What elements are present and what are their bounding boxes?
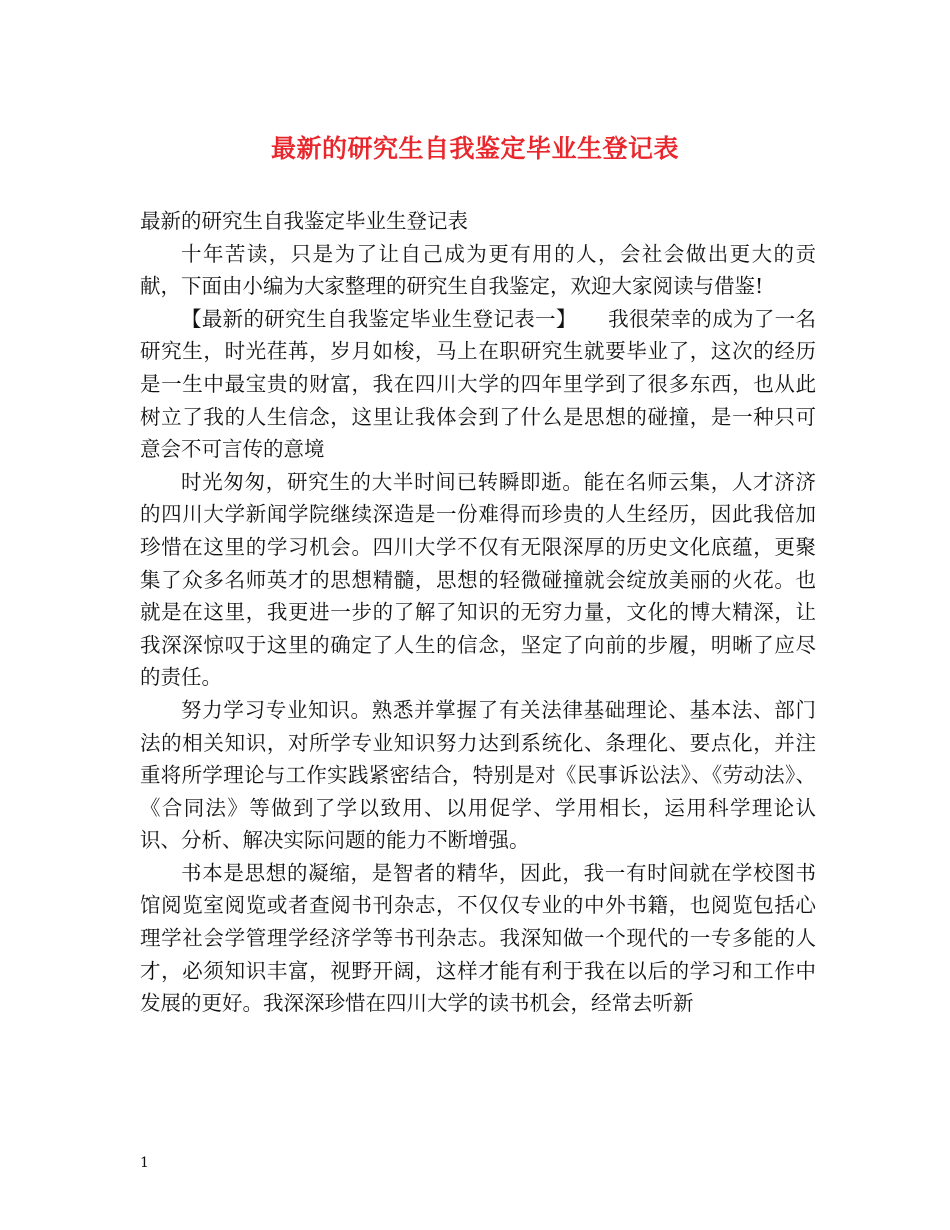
paragraph-reading: 书本是思想的凝缩，是智者的精华，因此，我一有时间就在学校图书馆阅览室阅览或者查阅书刊杂志，不仅仅专业的中外书籍，也阅览包括心理学社会学管理学经济学等书刊杂志。我深知做一个现代的一专多能的人才，必须知识丰富，视野开阔，这样才能有利于我在以后的学习和工作中发展的更好。我深深珍惜在四川大学的读书机会，经常去听新 xyxy=(140,860,816,1016)
paragraph-time: 时光匆匆，研究生的大半时间已转瞬即逝。能在名师云集，人才济济的四川大学新闻学院继续深造是一份难得而珍贵的人生经历，因此我倍加珍惜在这里的学习机会。四川大学不仅有无限深厚的历史文化底蕴，更聚集了众多名师英才的思想精髓，思想的轻微碰撞就会绽放美丽的火花。也就是在这里，我更进一步的了解了知识的无穷力量，文化的博大精深，让我深深惊叹于这里的确定了人生的信念，坚定了向前的步履，明晰了应尽的责任。 xyxy=(140,469,816,690)
document-body xyxy=(140,205,816,1020)
paragraph-section-one: 【最新的研究生自我鉴定毕业生登记表一】 我很荣幸的成为了一名研究生，时光荏苒，岁月如梭，马上在职研究生就要毕业了，这次的经历是一生中最宝贵的财富，我在四川大学的四年里学到了很多东西，也从此树立了我的人生信念，这里让我体会到了什么是思想的碰撞，是一种只可意会不可言传的意境 xyxy=(140,306,816,462)
page-number: 1 xyxy=(140,1155,149,1171)
document-title: 最新的研究生自我鉴定毕业生登记表 xyxy=(270,134,679,163)
paragraph-study: 努力学习专业知识。熟悉并掌握了有关法律基础理论、基本法、部门法的相关知识，对所学专业知识努力达到系统化、条理化、要点化，并注重将所学理论与工作实践紧密结合，特别是对《民事诉讼法》、《劳动法》、《合同法》等做到了学以致用、以用促学、学用相长，运用科学理论认识、分析、解决实际问题的能力不断增强。 xyxy=(140,697,816,853)
document-subtitle: 最新的研究生自我鉴定毕业生登记表 xyxy=(140,209,468,233)
paragraph-intro: 十年苦读，只是为了让自己成为更有用的人，会社会做出更大的贡献，下面由小编为大家整理的研究生自我鉴定，欢迎大家阅读与借鉴! xyxy=(140,241,816,299)
